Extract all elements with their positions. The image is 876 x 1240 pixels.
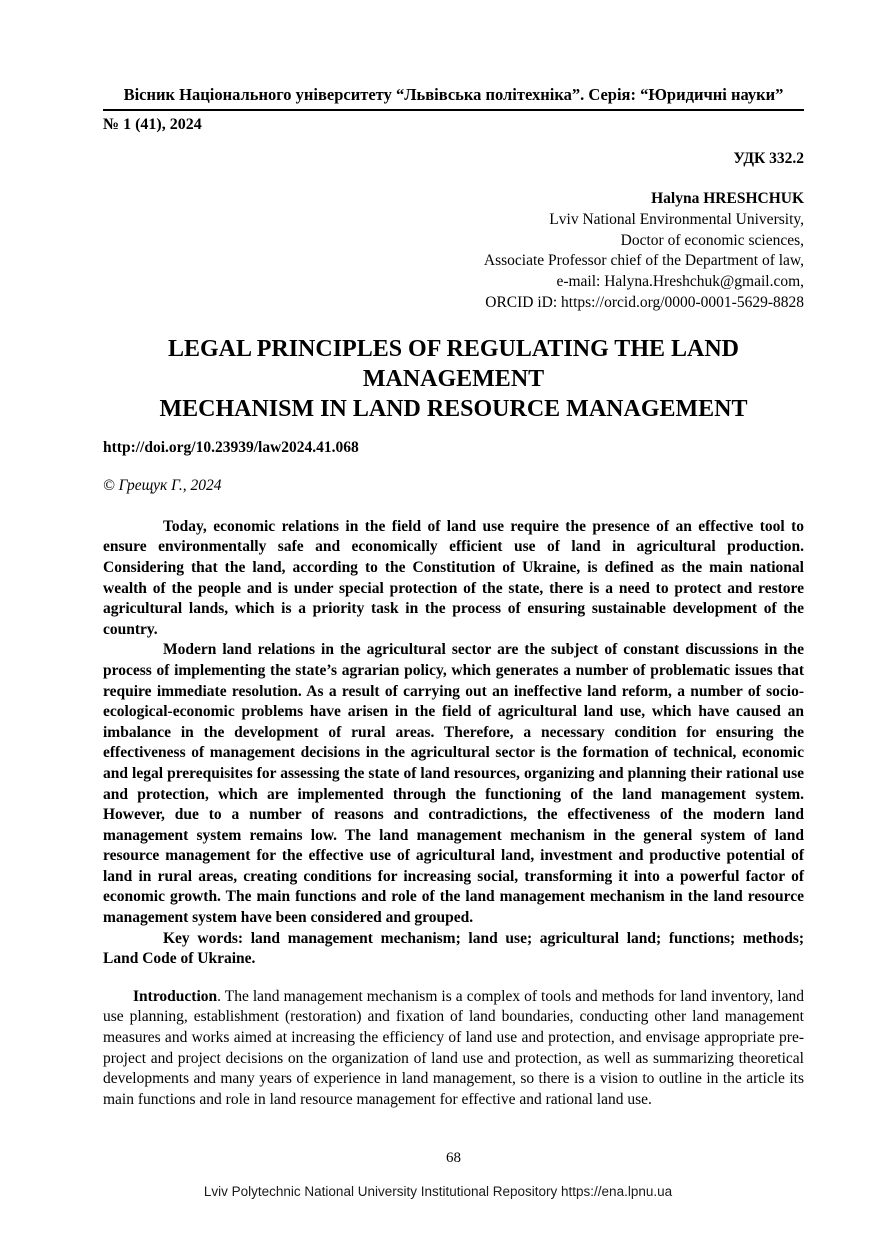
repository-footer-link[interactable]: Lviv Polytechnic National University Institutional Repository https://ena.lpnu.ua	[203, 1184, 673, 1199]
author-email: e-mail: Halyna.Hreshchuk@gmail.com,	[556, 273, 804, 291]
introduction-heading: Introduction	[133, 987, 218, 1005]
introduction-paragraph	[103, 987, 804, 1111]
abstract-section	[103, 517, 804, 970]
abstract-paragraph-1: Today, economic relations in the field of land use require the presence of an effective tool to ensure environmentally safe and economically efficient use of land in agricultural production. Considering that the land, according to the Constitution of Ukraine, is defined as the main national wealth of the people and is under special protection of the state, there is a need to protect and restore agricultural lands, which is a priority task in the process of ensuring sustainable development of the country.	[103, 517, 804, 638]
article-title	[103, 334, 804, 424]
author-block	[103, 189, 804, 314]
introduction-text: . The land management mechanism is a complex of tools and methods for land inventory, land use planning, establishment (restoration) and fixation of land boundaries, conducting other land management measures and works aimed at increasing the efficiency of land use and protection, and envisage appropriate pre-project and project decisions on the organization of land use and protection, as well as summarizing theoretical developments and many years of experience in land management, so there is a vision to outline in the article its main functions and role in land resource management for effective and rational land use.	[103, 987, 804, 1108]
issue-number: № 1 (41), 2024	[103, 116, 202, 133]
journal-title: Вісник Національного університету “Львівська політехніка”. Серія: “Юридичні науки”	[103, 85, 804, 111]
page-content	[103, 85, 804, 1110]
journal-header	[103, 85, 804, 135]
doi-link[interactable]: http://doi.org/10.23939/law2024.41.068	[103, 438, 359, 456]
article-title-line-1: LEGAL PRINCIPLES OF REGULATING THE LAND MANAGEMENT	[168, 335, 739, 392]
article-title-line-2: MECHANISM IN LAND RESOURCE MANAGEMENT	[159, 395, 748, 422]
keywords-text: land management mechanism; land use; agricultural land; functions; methods; Land Code of Ukraine.	[103, 929, 805, 968]
keywords-paragraph	[103, 929, 804, 970]
author-affiliation: Lviv National Environmental University,	[549, 210, 804, 228]
abstract-paragraph-2: Modern land relations in the agricultural sector are the subject of constant discussions in the process of implementing the state’s agrarian policy, which generates a number of problematic issues that require immediate resolution. As a result of carrying out an ineffective land reform, a number of socio-ecological-economic problems have arisen in the field of agricultural land use, which have caused an imbalance in the development of rural areas. Therefore, a necessary condition for ensuring the effectiveness of management decisions in the agricultural sector is the formation of technical, economic and legal prerequisites for assessing the state of land resources, organizing and planning their rational use and protection, which are implemented through the functioning of the land management system. However, due to a number of reasons and contradictions, the effectiveness of the modern land management system remains low. The land management mechanism in the general system of land resource management for the effective use of agricultural land, investment and productive potential of land in rural areas, creating conditions for increasing social, transforming it into a powerful factor of economic growth. The main functions and role of the land management mechanism in the land resource management system have been considered and grouped.	[103, 641, 804, 927]
author-position: Associate Professor chief of the Department of law,	[483, 252, 804, 270]
page-number: 68	[446, 1150, 461, 1166]
author-name: Halyna HRESHCHUK	[651, 190, 804, 207]
author-orcid: ORCID iD: https://orcid.org/0000-0001-5629-8828	[485, 293, 804, 311]
keywords-label: Key words:	[163, 929, 244, 947]
author-degree: Doctor of economic sciences,	[620, 231, 804, 249]
copyright-line: © Грещук Г., 2024	[103, 476, 222, 494]
udc-code: УДК 332.2	[733, 150, 804, 167]
